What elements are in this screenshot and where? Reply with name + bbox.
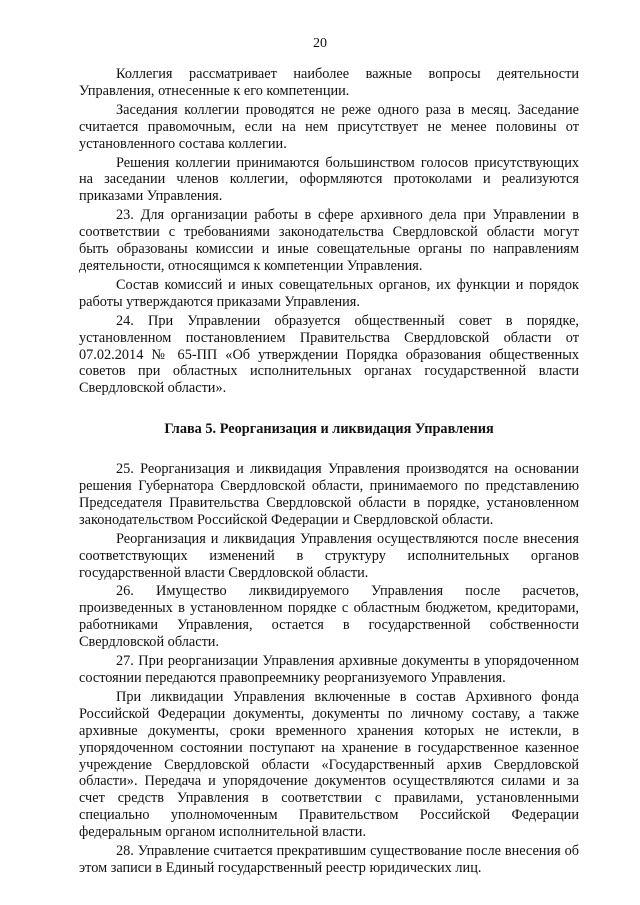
paragraph: 25. Реорганизация и ликвидация Управления производятся на основании решения Губернатора Свердловской области, принимаемого по представлению Председателя Правительства Свердловской области в порядке, установленном законодательством Российской Федерации и Свердловской области. — [79, 461, 579, 528]
chapter-heading: Глава 5. Реорганизация и ликвидация Управления — [164, 421, 494, 438]
paragraph: При ликвидации Управления включенные в состав Архивного фонда Российской Федерации документы, документы по личному составу, а также архивные документы, сроки временного хранения которых не истекли, в упорядоченном состоянии поступают на хранение в государственное казенное учреждение Свердловской области «Государственный архив Свердловской области». Передача и упорядочение документов осуществляются силами и за счет средств Управления в соответствии с правилами, установленными специально уполномоченным Правительством Российской Федерации федеральным органом исполнительной власти. — [79, 688, 579, 841]
paragraph: Коллегия рассматривает наиболее важные вопросы деятельности Управления, отнесенные к его компетенции. — [79, 66, 579, 99]
paragraph: 23. Для организации работы в сфере архивного дела при Управлении в соответствии с требованиями законодательства Свердловской области могут быть образованы комиссии и иные совещательные органы по направлениям деятельности, относящимся к компетенции Управления. — [79, 207, 579, 274]
page-number: 20 — [313, 36, 327, 51]
document-body — [79, 66, 579, 879]
paragraph: 28. Управление считается прекратившим существование после внесения об этом записи в Единый государственный реестр юридических лиц. — [79, 843, 579, 876]
paragraph: Состав комиссий и иных совещательных органов, их функции и порядок работы утверждаются приказами Управления. — [79, 276, 579, 310]
paragraph: Решения коллегии принимаются большинством голосов присутствующих на заседании членов коллегии, оформляются протоколами и реализуются приказами Управления. — [79, 154, 579, 205]
paragraph: 26. Имущество ликвидируемого Управления после расчетов, произведенных в установленном порядке с областным бюджетом, кредиторами, работниками Управления, остается в государственной собственности Свердловской области. — [79, 583, 579, 651]
paragraph: 27. При реорганизации Управления архивные документы в упорядоченном состоянии передаются правопреемнику реорганизуемого Управления. — [79, 653, 579, 686]
paragraph: Реорганизация и ликвидация Управления осуществляются после внесения соответствующих изменений в структуру исполнительных органов государственной власти Свердловской области. — [79, 530, 579, 581]
paragraph: 24. При Управлении образуется общественный совет в порядке, установленном постановлением Правительства Свердловской области от 07.02.2014 № 65-ПП «Об утверждении Порядка образования общественных советов при областных исполнительных органах государственной власти Свердловской области». — [79, 312, 579, 397]
paragraph: Заседания коллегии проводятся не реже одного раза в месяц. Заседание считается правомочным, если на нем присутствует не менее половины от установленного состава коллегии. — [79, 101, 579, 152]
